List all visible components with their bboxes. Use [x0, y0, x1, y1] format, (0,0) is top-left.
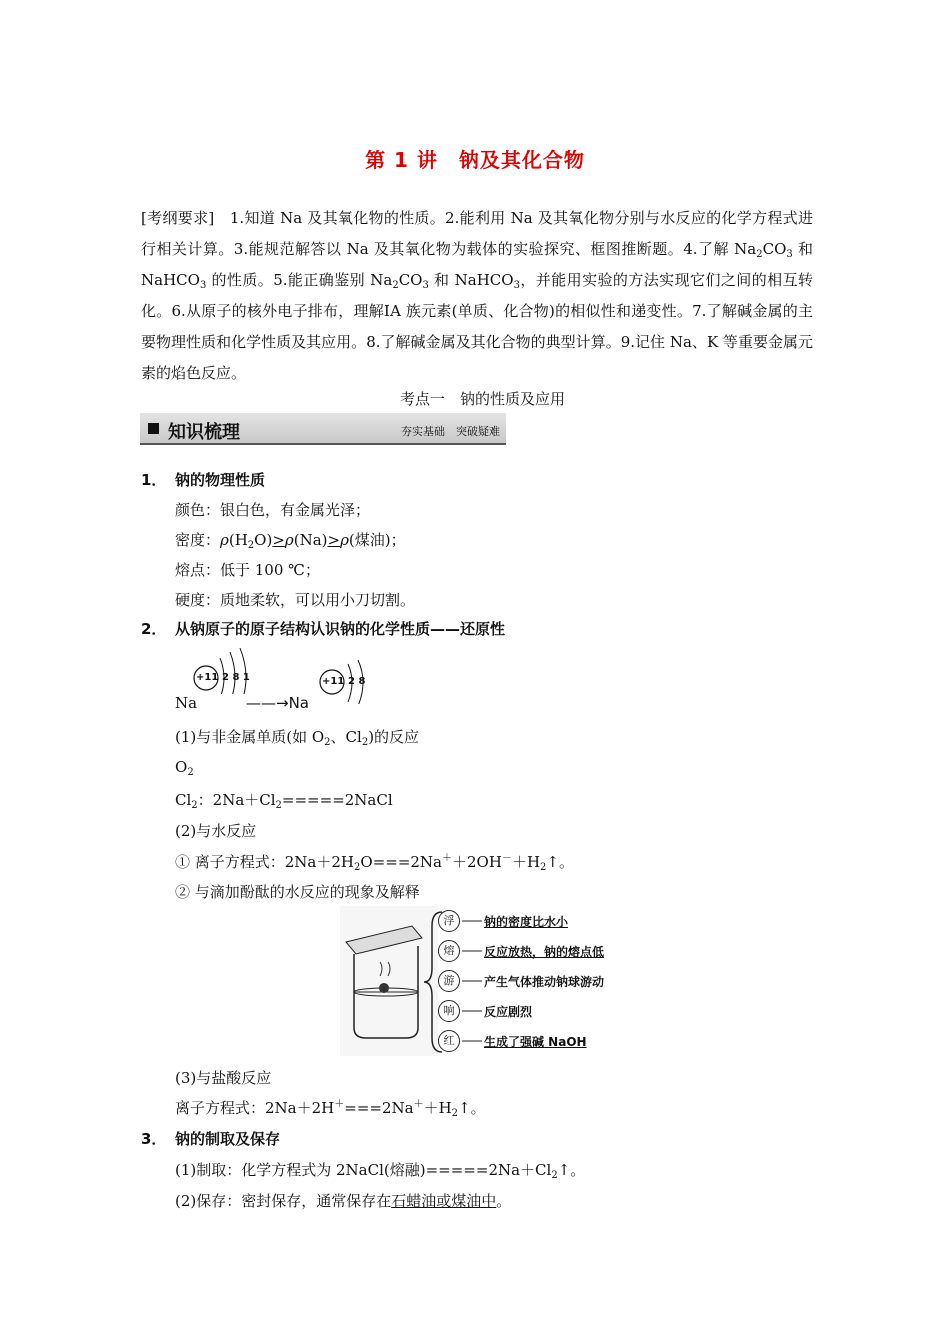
red-icon: 红	[438, 1030, 460, 1052]
page-title: 第 1 讲 钠及其化合物	[365, 148, 585, 172]
s2-o2: $O_2$	[175, 758, 194, 778]
s1-hardness: 硬度：质地柔软，可以用小刀切割。	[175, 591, 416, 609]
reaction-arrow: ——→Na	[246, 694, 309, 712]
section-3-heading: 3． 钠的制取及保存	[141, 1130, 281, 1148]
atom-2-nucleus: +11	[322, 676, 345, 687]
sound-icon: 响	[438, 1000, 460, 1022]
requirements-text-1: 1.知道 Na 及其氧化物的性质。2.能利用 Na 及其氧化物分别与水反应的化学方程式进行相关计算。3.能规范解答以 Na 及其氧化物为载体的实验探究、框图推断题。4.了解 $Na_2CO_3$ 和 NaHCO$_3$ 的性质。5.能正确鉴别 $Na_2CO_3$ 和 NaHCO$_3$，并能用实验的方法实现它们之间的相互转化。6.从原子的核外电子排布，理解ⅠA 族元素(单质、化合物)的相似性和递变性。7.了解碱金属的主要物理性质和化学性质及其应用。8.了解碱金属及其化合物的典型计算。9.记住 Na、K 等重要金属元素的焰色反应。	[141, 209, 813, 382]
s1-melting: 熔点：低于 100 ℃；	[175, 561, 320, 579]
square-bullet-icon	[148, 423, 159, 434]
sodium-atom-diagram	[190, 644, 270, 694]
fig-label-swim: 产生气体推动钠球游动	[484, 975, 605, 989]
fig-label-red: 生成了强碱 NaOH	[484, 1035, 587, 1049]
melt-icon: 熔	[438, 940, 460, 962]
s2-hcl-equation: 离子方程式：$2Na+2H^+===2Na^++H_2↑$。	[175, 1099, 486, 1119]
s2-water: (2)与水反应	[175, 822, 257, 840]
atom-2-shells: 2 8	[348, 676, 366, 687]
banner-title: 知识梳理	[168, 422, 240, 443]
section-heading: 考点一 钠的性质及应用	[400, 390, 566, 408]
s3-preparation: (1)制取：化学方程式为 2NaCl(熔融)$=====2Na+Cl_2↑$。	[175, 1161, 586, 1181]
s2-nonmetal: (1)与非金属单质(如 $O_2$、$Cl_2$)的反应	[175, 728, 420, 748]
knowledge-banner	[140, 413, 506, 445]
s3-storage: (2)保存：密封保存，通常保存在石蜡油或煤油中。	[175, 1192, 512, 1210]
s1-color: 颜色：银白色，有金属光泽；	[175, 501, 371, 519]
banner-subtitle: 夯实基础 突破疑难	[401, 425, 500, 438]
s2-hcl: (3)与盐酸反应	[175, 1069, 272, 1087]
atom-1-shells: 2 8 1	[222, 672, 250, 683]
s2-phenomenon: ② 与滴加酚酞的水反应的现象及解释	[175, 883, 420, 901]
exam-requirements	[141, 203, 813, 389]
requirements-label: [考纲要求]	[141, 209, 215, 227]
atom-1-nucleus: +11	[196, 672, 219, 683]
fig-label-float: 钠的密度比水小	[484, 915, 569, 929]
s1-density: 密度：$\rho(H_2O)>\rho(Na)>\rho$(煤油)；	[175, 531, 406, 551]
fig-label-sound: 反应剧烈	[484, 1005, 533, 1019]
na-label: Na	[175, 694, 198, 712]
section-2-heading: 2． 从钠原子的原子结构认识钠的化学性质——还原性	[141, 620, 506, 638]
section-1-heading: 1． 钠的物理性质	[141, 471, 266, 489]
s2-cl2-equation: $Cl_2$：$2Na+Cl_2=====2NaCl$	[175, 791, 393, 811]
swim-icon: 游	[438, 970, 460, 992]
float-icon: 浮	[438, 910, 460, 932]
fig-label-melt: 反应放热，钠的熔点低	[484, 945, 605, 959]
reaction-figure	[340, 906, 620, 1058]
s2-ion-equation: ① 离子方程式：$2Na+2H_2O===2Na^++2OH^-+H_2↑$。	[175, 853, 574, 873]
